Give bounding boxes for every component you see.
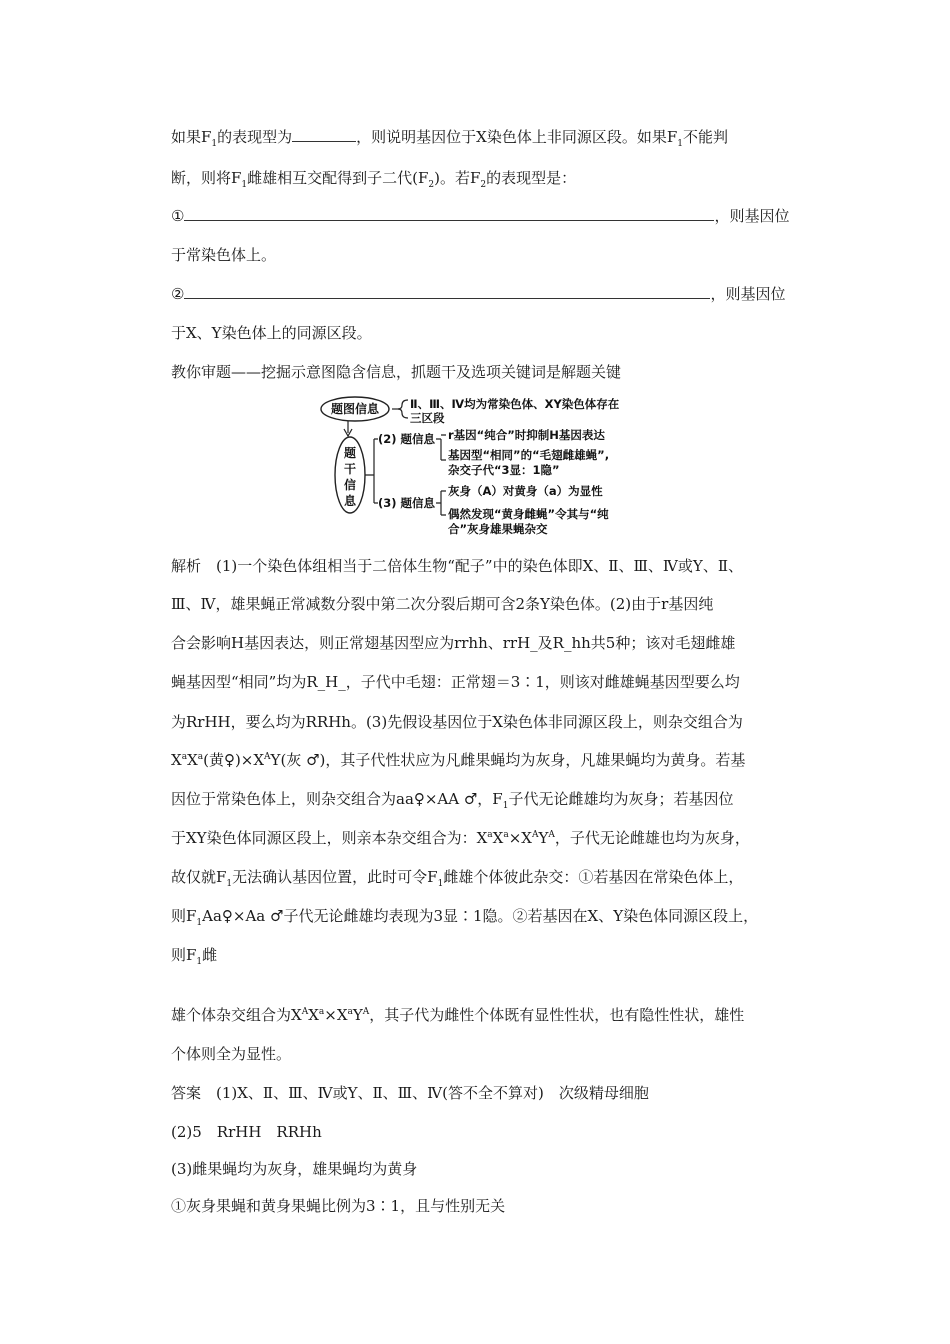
analysis-line: 解析 (1)一个染色体组相当于二倍体生物“配子”中的染色体即X、Ⅱ、Ⅲ、Ⅳ或Y、Ⅱ、	[171, 557, 744, 575]
text: 不能判	[683, 128, 729, 146]
answer-line: 答案 (1)X、Ⅱ、Ⅲ、Ⅳ或Y、Ⅱ、Ⅲ、Ⅳ(答不全不算对) 次级精母细胞	[171, 1084, 649, 1102]
analysis-line: 个体则全为显性。	[171, 1045, 292, 1063]
question-line-1	[171, 127, 728, 147]
answer-blank[interactable]	[184, 206, 714, 221]
text: )。若F	[434, 169, 481, 187]
option-2	[171, 284, 785, 304]
stem-char: 信	[343, 478, 357, 492]
option-1	[171, 206, 789, 226]
info-2a: r基因“纯合”时抑制H基因表达	[448, 428, 605, 442]
text: 雌雄相互交配得到子二代(F	[247, 169, 429, 187]
analysis-line: 故仅就$F_1$无法确认基因位置，此时可令$F_1$雌雄个体彼此杂交：①若基因在常染色体上，	[171, 868, 744, 889]
text: ，则说明基因位于X染色体上非同源区段。如果F	[356, 128, 678, 146]
analysis-line: 于XY染色体同源区段上，则亲本杂交组合为：$X^aX^a\times X^AY^A$，子代无论雌雄也均为灰身，	[171, 829, 750, 847]
answer-line: (2)5 RrHH RRHh	[171, 1123, 322, 1141]
info-2b-1: 基因型“相同”的“毛翅雌雄蝇”,	[448, 448, 610, 462]
text: 如果F	[171, 128, 212, 146]
title-info-2: 三区段	[410, 411, 445, 425]
subscript: 2	[480, 180, 487, 190]
stem-char: 题	[343, 446, 357, 460]
text: 断，则将F	[171, 169, 242, 187]
label-2: (2) 题信息	[378, 432, 436, 446]
analysis-line: 为RrHH，要么均为RRHh。(3)先假设基因位于X染色体非同源区段上，则杂交组合为	[171, 713, 743, 731]
analysis-line: 蝇基因型“相同”均为R_H_，子代中毛翅：正常翅＝3∶1，则该对雌雄蝇基因型要么均	[171, 673, 740, 691]
answer-blank[interactable]	[184, 284, 710, 299]
info-diagram	[318, 395, 648, 545]
subscript: 1	[677, 139, 683, 149]
subscript: 1	[241, 180, 248, 190]
text: ，则基因位	[714, 207, 790, 225]
option-mark: ②	[171, 285, 185, 303]
analysis-line: 因位于常染色体上，则杂交组合为aa♀×AA ♂，$F_1$子代无论雌雄均为灰身；若基因位	[171, 790, 734, 811]
bracket-3	[436, 491, 446, 515]
analysis-line: 则$F_1Aa♀\times Aa$ ♂子代无论雌雄均表现为3显∶1隐。②若基因在X、Y染色体同源区段上，	[171, 907, 759, 928]
stem-char: 干	[343, 462, 357, 476]
info-3b-2: 合”灰身雄果蝇杂交	[448, 522, 548, 536]
info-2b-2: 杂交子代“3显：1隐”	[448, 463, 560, 477]
brace	[398, 400, 408, 418]
subscript: 1	[211, 139, 218, 149]
answer-line: (3)雌果蝇均为灰身，雄果蝇均为黄身	[171, 1160, 418, 1178]
analysis-line: 雄个体杂交组合为$X^AX^a\times X^aY^A$，其子代为雌性个体既有显性性状，也有隐性性状，雄性	[171, 1006, 745, 1024]
info-3a: 灰身（A）对黄身（a）为显性	[448, 484, 603, 498]
analysis-line: Ⅲ、Ⅳ，雄果蝇正常减数分裂中第二次分裂后期可含2条Y染色体。(2)由于r基因纯	[171, 595, 714, 613]
option-2-cont: 于X、Y染色体上的同源区段。	[171, 324, 372, 342]
stem-char: 息	[343, 494, 357, 508]
text: 的表现型是：	[486, 169, 577, 187]
answer-blank[interactable]	[292, 127, 356, 142]
analysis-line: 则$F_1$雌	[171, 946, 218, 967]
subscript: 2	[428, 180, 435, 190]
text: 的表现型为	[217, 128, 293, 146]
option-1-cont: 于常染色体上。	[171, 246, 277, 264]
info-3b-1: 偶然发现“黄身雌蝇”令其与“纯	[448, 507, 609, 521]
question-line-2	[171, 168, 576, 188]
option-mark: ①	[171, 207, 185, 225]
analysis-line: 合会影响H基因表达，则正常翅基因型应为rrhh、rrH_及R_hh共5种；该对毛翅雌雄	[171, 634, 736, 652]
answer-line: ①灰身果蝇和黄身果蝇比例为3∶1，且与性别无关	[171, 1197, 506, 1215]
title-node-label: 题图信息	[330, 402, 380, 416]
teach-heading: 教你审题——挖掘示意图隐含信息，抓题干及选项关键词是解题关键	[171, 363, 622, 381]
analysis-line: $X^aX^a$(黄$♀)\times X^AY$(灰 ♂)，其子代性状应为凡雌果蝇均为灰身，凡雄果蝇均为黄身。若基	[171, 751, 746, 769]
text: ，则基因位	[710, 285, 786, 303]
title-info-1: Ⅱ、Ⅲ、Ⅳ均为常染色体、XY染色体存在	[410, 397, 620, 411]
label-3: (3) 题信息	[378, 496, 436, 510]
bracket-2	[436, 435, 446, 460]
stem-bracket	[365, 439, 378, 503]
